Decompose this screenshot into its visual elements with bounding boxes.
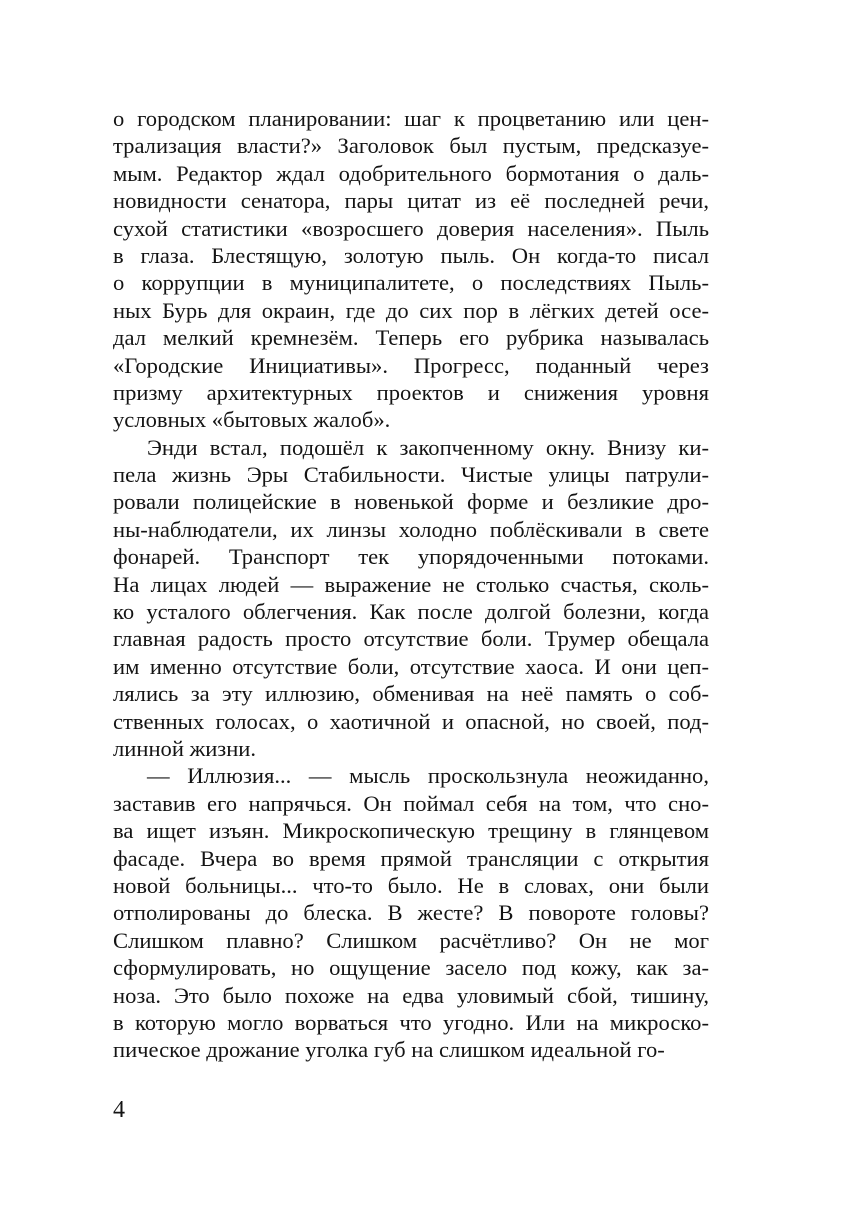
text-line: ровали полицейские в новенькой форме и безликие дро- (113, 489, 709, 515)
text-line: ственных голосах, о хаотичной и опасной, но своей, под- (113, 708, 709, 734)
text-line: фасаде. Вчера во время прямой трансляции с открытия (113, 845, 709, 871)
text-line: «Городские Инициативы». Прогресс, поданный через (113, 352, 709, 378)
text-line: дал мелкий кремнезём. Теперь его рубрика называлась (113, 325, 709, 351)
text-line: призму архитектурных проектов и снижения уровня (113, 379, 709, 405)
text-line: о коррупции в муниципалитете, о последствиях Пыль- (113, 270, 709, 296)
paragraph (113, 434, 709, 763)
body-text (113, 105, 709, 1064)
text-line: в которую могло ворваться что угодно. Или на микроско- (113, 1009, 709, 1035)
text-line: о городском планировании: шаг к процветанию или цен- (113, 106, 709, 131)
text-line: трализация власти?» Заголовок был пустым, предсказуе- (113, 133, 709, 159)
page-number: 4 (113, 1097, 125, 1123)
paragraph (113, 105, 709, 434)
text-line: отполированы до блеска. В жесте? В повороте головы? (113, 900, 709, 926)
text-line: Энди встал, подошёл к закопченному окну. Внизу ки- (147, 434, 709, 460)
text-line: пическое дрожание уголка губ на слишком идеальной го- (113, 1037, 665, 1063)
text-line: — Иллюзия... — мысль проскользнула неожиданно, (147, 763, 709, 789)
text-line: лялись за эту иллюзию, обменивая на неё память о соб- (113, 681, 709, 707)
text-line: фонарей. Транспорт тек упорядоченными потоками. (113, 544, 709, 570)
text-line: пела жизнь Эры Стабильности. Чистые улицы патрули- (113, 462, 709, 488)
text-line: им именно отсутствие боли, отсутствие хаоса. И они цеп- (113, 653, 709, 679)
text-line: сухой статистики «возросшего доверия населения». Пыль (113, 215, 709, 241)
text-line: новидности сенатора, пары цитат из её последней речи, (113, 188, 709, 214)
text-line: Слишком плавно? Слишком расчётливо? Он не мог (113, 927, 709, 953)
text-line: линной жизни. (113, 735, 257, 761)
paragraph (113, 762, 709, 1063)
text-line: ва ищет изъян. Микроскопическую трещину в глянцевом (113, 818, 709, 844)
text-line: ных Бурь для окраин, где до сих пор в лёгких детей осе- (113, 297, 709, 323)
text-line: условных «бытовых жалоб». (113, 407, 391, 433)
text-line: мым. Редактор ждал одобрительного бормотания о даль- (113, 160, 709, 186)
text-line: новой больницы... что-то было. Не в словах, они были (113, 872, 709, 898)
text-line: в глаза. Блестящую, золотую пыль. Он когда-то писал (113, 242, 709, 268)
text-line: ны-наблюдатели, их линзы холодно поблёскивали в свете (113, 516, 709, 542)
text-line: главная радость просто отсутствие боли. Трумер обещала (113, 626, 709, 652)
text-line: заставив его напрячься. Он поймал себя на том, что сно- (113, 790, 709, 816)
text-line: ко усталого облегчения. Как после долгой болезни, когда (113, 599, 709, 625)
text-line: сформулировать, но ощущение засело под кожу, как за- (113, 955, 709, 981)
text-line: На лицах людей — выражение не столько счастья, сколь- (113, 571, 709, 597)
text-line: ноза. Это было похоже на едва уловимый сбой, тишину, (113, 982, 709, 1008)
